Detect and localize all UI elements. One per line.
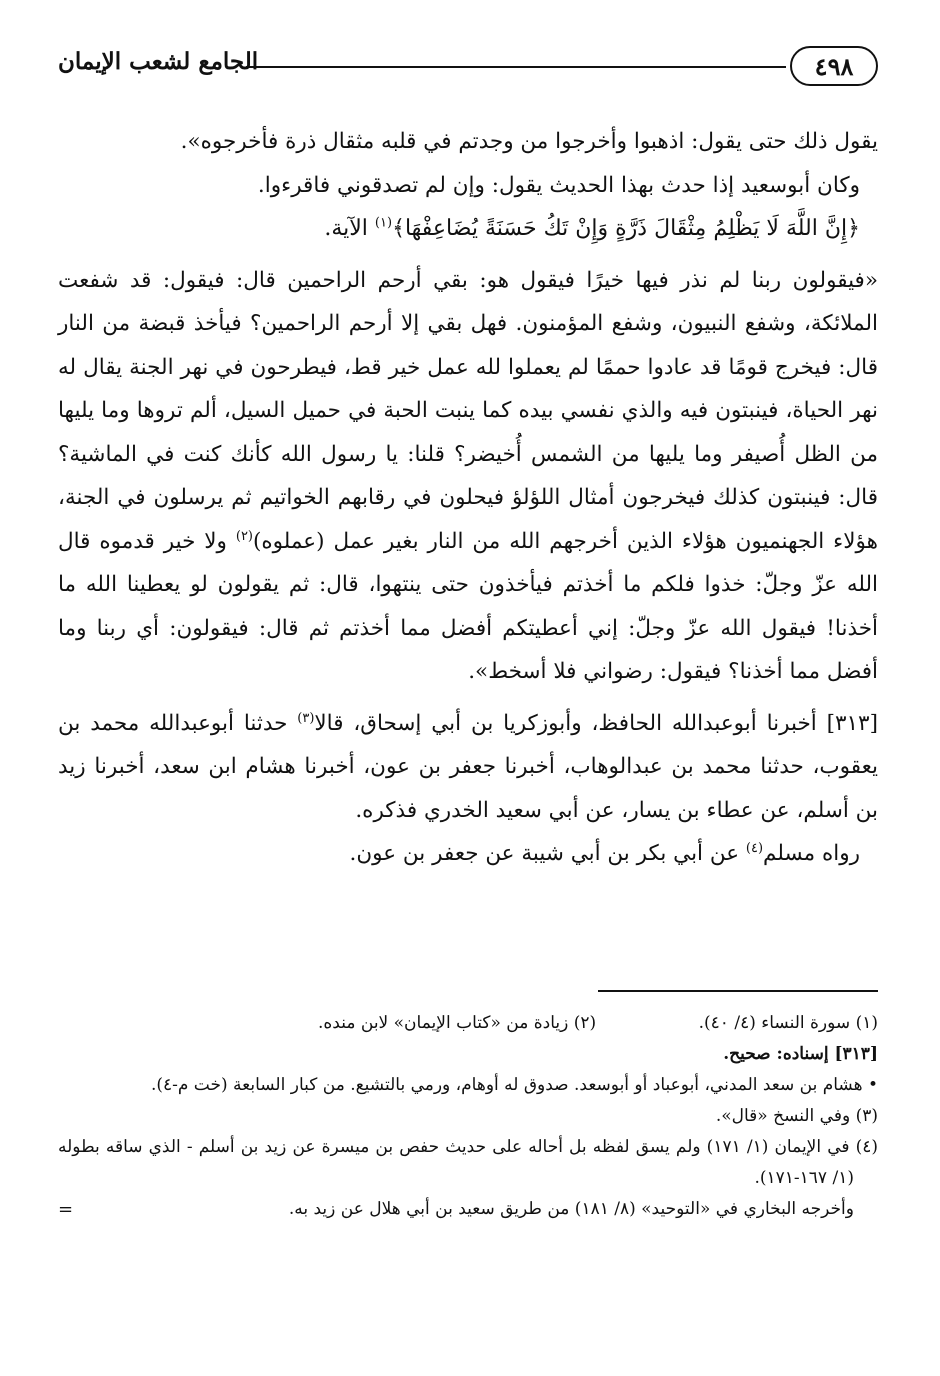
paragraph-muslim: [58, 832, 878, 876]
continuation-mark: =: [58, 1199, 74, 1220]
footnote-5-row: [58, 1194, 878, 1225]
hadith-text-cont: ولا خير قدموه قال الله عزّ وجلّ: خذوا فلكم ما أخذتم فيأخذون حتى ينتهوا، قال: ثم يقولون لو يعطينا الله ما أخذنا! فيقول الله عزّ وجلّ: إني أعطيتكم أفضل مما أخذتم ثم قال: فيقولون: أي ربنا وما أفضل مما أخذنا؟ فيقول: رضواني فلا أسخط».: [58, 528, 878, 684]
footnote-313-grade: صحيح.: [723, 1044, 771, 1064]
footnote-separator: [598, 990, 878, 992]
muslim-text-cont: عن أبي بكر بن أبي شيبة عن جعفر بن عون.: [349, 841, 746, 866]
muslim-text: رواه مسلم: [763, 841, 860, 866]
footnote-1: (١) سورة النساء (٤/ ٤٠).: [698, 1013, 878, 1033]
header-rule: [246, 66, 786, 68]
footnote-bullet: • هشام بن سعد المدني، أبوعباد أو أبوسعد. صدوق له أوهام، ورمي بالتشيع. من كبار السابعة (خت م-٤).: [150, 1075, 878, 1095]
footnote-4: (٤) في الإيمان (١/ ١٧١) ولم يسق لفظه بل أحاله على حديث حفص بن ميسرة عن زيد بن أسلم - الذي ساقه بطوله (١/ ١٦٧-١٧١).: [58, 1137, 879, 1188]
running-title: الجامع لشعب الإيمان: [58, 48, 259, 75]
footnote-313-label: [٣١٣] إسناده:: [770, 1044, 878, 1064]
footnote-3: (٣) وفي النسخ «قال».: [715, 1106, 878, 1126]
footnote-row-1-2: [58, 1008, 878, 1039]
page-header: [58, 40, 878, 98]
isnad-text: أخبرنا أبوعبدالله الحافظ، وأبوزكريا بن أبي إسحاق، قالا: [314, 710, 827, 736]
footnote-ref-1: (١): [374, 215, 393, 231]
paragraph-1: يقول ذلك حتى يقول: اذهبوا وأخرجوا من وجدتم في قلبه مثقال ذرة فأخرجوه».: [180, 129, 878, 154]
paragraph-hadith: [58, 259, 878, 694]
quran-verse: ﴿إِنَّ اللَّهَ لَا يَظْلِمُ مِثْقَالَ ذَرَّةٍ وَإِنْ تَكُ حَسَنَةً يُضَاعِفْهَا﴾: [392, 216, 860, 241]
quran-verse-line: [58, 207, 878, 251]
main-text: [58, 120, 878, 876]
isnad-text-cont: حدثنا أبوعبدالله محمد بن يعقوب، حدثنا محمد بن عبدالوهاب، أخبرنا جعفر بن عون، أخبرنا هشام ابن سعد، أخبرنا زيد بن أسلم، عن عطاء بن يسار، عن أبي سعيد الخدري فذكره.: [58, 710, 878, 823]
footnote-313: [58, 1039, 878, 1070]
footnote-ref-4: (٤): [745, 840, 764, 856]
paragraph-313: [58, 702, 878, 833]
hadith-text: «فيقولون ربنا لم نذر فيها خيرًا فيقول هو: بقي أرحم الراحمين قال: فيقول: قد شفعت الملائكة، وشفع النبيون، وشفع المؤمنون. فهل بقي إلا أرحم الراحمين؟ فيأخذ قبضة من النار قال: فيخرج قومًا قد عادوا حممًا لم يعملوا لله عمل خير قط، فيطرحون في نهر الجنة يقال له نهر الحياة، فينبتون فيه والذي نفسي بيده كما ينبت الحبة في حميل السيل، ألم تروها وما يليها من الظل أُصيفر وما يليها من الشمس أُخيضر؟ قلنا: يا رسول الله كأنك كنت في الماشية؟ قال: فينبتون كذلك فيخرجون أمثال اللؤلؤ فيحلون في رقابهم الخواتيم ثم يرسلون في الجنة، هؤلاء الجهنميون هؤلاء الذين أخرجهم الله من النار بغير عمل (عملوه): [58, 267, 878, 554]
page-number: ٤٩٨: [790, 46, 878, 86]
paragraph-2: وكان أبوسعيد إذا حدث بهذا الحديث يقول: وإن لم تصدقوني فاقرءوا.: [257, 172, 860, 198]
footnote-2: (٢) زيادة من «كتاب الإيمان» لابن منده.: [318, 1013, 597, 1033]
footnotes: [58, 1008, 878, 1225]
hadith-number: [٣١٣]: [826, 710, 878, 736]
footnote-ref-2: (٢): [235, 528, 253, 544]
verse-tail: الآية.: [324, 216, 375, 241]
footnote-ref-3: (٣): [297, 710, 315, 726]
footnote-5: وأخرجه البخاري في «التوحيد» (٨/ ١٨١) من طريق سعيد بن أبي هلال عن زيد به.: [288, 1199, 854, 1219]
